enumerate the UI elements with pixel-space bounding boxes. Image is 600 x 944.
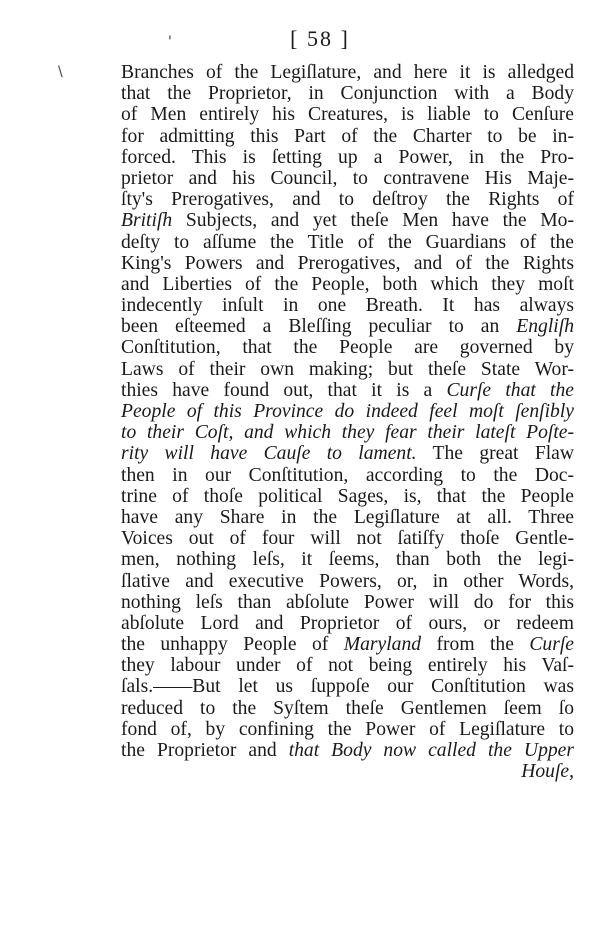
text-line xyxy=(121,274,574,295)
text-run: men, nothing leſs, it ſeems, than both the legi- xyxy=(121,549,574,571)
text-line xyxy=(121,549,574,570)
text-line xyxy=(121,189,574,210)
text-line xyxy=(121,104,574,125)
italic-run: Britiſh xyxy=(121,210,173,232)
text-run: trine of thoſe political Sages, is, that the People xyxy=(121,485,574,507)
text-line xyxy=(121,528,574,549)
text-run: indecently inſult in one Breath. It has always xyxy=(121,295,574,317)
text-run: Voices out of four will not ſatiſfy thoſe Gentle- xyxy=(121,528,574,550)
text-run: Subjects, and yet theſe Men have the Mo- xyxy=(172,210,574,232)
text-run: King's Powers and Prerogatives, and of the Rights xyxy=(121,252,574,274)
text-run: abſolute Lord and Proprietor of ours, or redeem xyxy=(121,612,574,634)
text-run: they labour under of not being entirely his Vaſ- xyxy=(121,655,574,677)
italic-run: Maryland xyxy=(343,634,422,656)
text-line xyxy=(121,253,574,274)
italic-run: Curſe xyxy=(529,634,574,656)
text-run: Branches of the Legiſlature, and here it is alledged xyxy=(121,62,574,83)
margin-mark: ' xyxy=(168,34,172,50)
text-line xyxy=(121,295,574,316)
text-line xyxy=(121,337,574,358)
text-line xyxy=(121,380,574,401)
text-line xyxy=(121,740,574,761)
italic-run: to their Coſt, and which they fear their lateſt Poſte- xyxy=(121,422,574,444)
text-line xyxy=(121,634,574,655)
text-line xyxy=(121,210,574,231)
text-run: thies have found out, that it is a xyxy=(121,379,447,401)
text-run: the Proprietor and xyxy=(121,740,289,761)
text-run: of Men entirely his Creatures, is liable to Cenſure xyxy=(121,104,574,126)
text-line xyxy=(121,232,574,253)
italic-run: Curſe that the xyxy=(446,379,574,401)
text-run: and Liberties of the People, both which they moſt xyxy=(121,273,574,295)
text-line xyxy=(121,719,574,740)
text-line xyxy=(121,507,574,528)
text-run: The great Flaw xyxy=(416,443,575,465)
text-line xyxy=(121,698,574,719)
text-run: fond of, by confining the Power of Legiſlature to xyxy=(121,718,574,740)
text-run: reduced to the Syſtem theſe Gentlemen ſeem ſo xyxy=(121,697,574,719)
text-line xyxy=(121,655,574,676)
text-line xyxy=(121,401,574,422)
text-run: deſty to aſſume the Title of the Guardians of the xyxy=(121,231,574,253)
italic-run: rity will have Cauſe to lament. xyxy=(121,443,417,465)
text-line xyxy=(121,761,574,782)
text-line xyxy=(121,676,574,697)
text-run: prietor and his Council, to contravene His Maje- xyxy=(121,167,574,189)
text-run: nothing leſs than abſolute Power will do for this xyxy=(121,591,574,613)
page-number: [ 58 ] xyxy=(290,26,350,51)
text-run: from the xyxy=(421,634,530,656)
text-run: for admitting this Part of the Charter to be in- xyxy=(121,125,574,147)
text-run: ſlative and executive Powers, or, in other Words, xyxy=(121,570,574,592)
italic-run: Engliſh xyxy=(516,316,574,338)
text-run: the unhappy People of xyxy=(121,634,344,656)
text-line xyxy=(121,592,574,613)
text-run: forced. This is ſetting up a Power, in the Pro- xyxy=(121,146,574,168)
text-line xyxy=(121,359,574,380)
text-run: have any Share in the Legiſlature at all. Three xyxy=(121,506,574,528)
margin-mark: \ xyxy=(58,64,63,80)
text-line xyxy=(121,62,574,83)
text-run: Conſtitution, that the People are governed by xyxy=(121,337,574,359)
text-line xyxy=(121,147,574,168)
text-run: that the Proprietor, in Conjunction with a Body xyxy=(121,83,574,105)
text-line xyxy=(121,316,574,337)
text-run: ſals.——But let us ſuppoſe our Conſtitution was xyxy=(121,676,574,698)
text-run: ſty's Prerogatives, and to deſtroy the Rights of xyxy=(121,189,574,211)
text-line xyxy=(121,126,574,147)
italic-run: that Body now called the Upper xyxy=(288,740,574,761)
body-text xyxy=(121,62,574,782)
italic-run: People of this Province do indeed feel moſt ſenſibly xyxy=(121,401,574,422)
text-run: been eſteemed a Bleſſing peculiar to an xyxy=(121,316,517,338)
text-line xyxy=(121,613,574,634)
text-line xyxy=(121,486,574,507)
text-run: then in our Conſtitution, according to the Doc- xyxy=(121,464,574,486)
text-line xyxy=(121,443,574,464)
text-line xyxy=(121,168,574,189)
text-line xyxy=(121,422,574,443)
text-run: Laws of their own making; but theſe State Wor- xyxy=(121,358,574,380)
italic-run: Houſe, xyxy=(521,761,574,783)
text-line xyxy=(121,83,574,104)
text-line xyxy=(121,571,574,592)
text-line xyxy=(121,465,574,486)
